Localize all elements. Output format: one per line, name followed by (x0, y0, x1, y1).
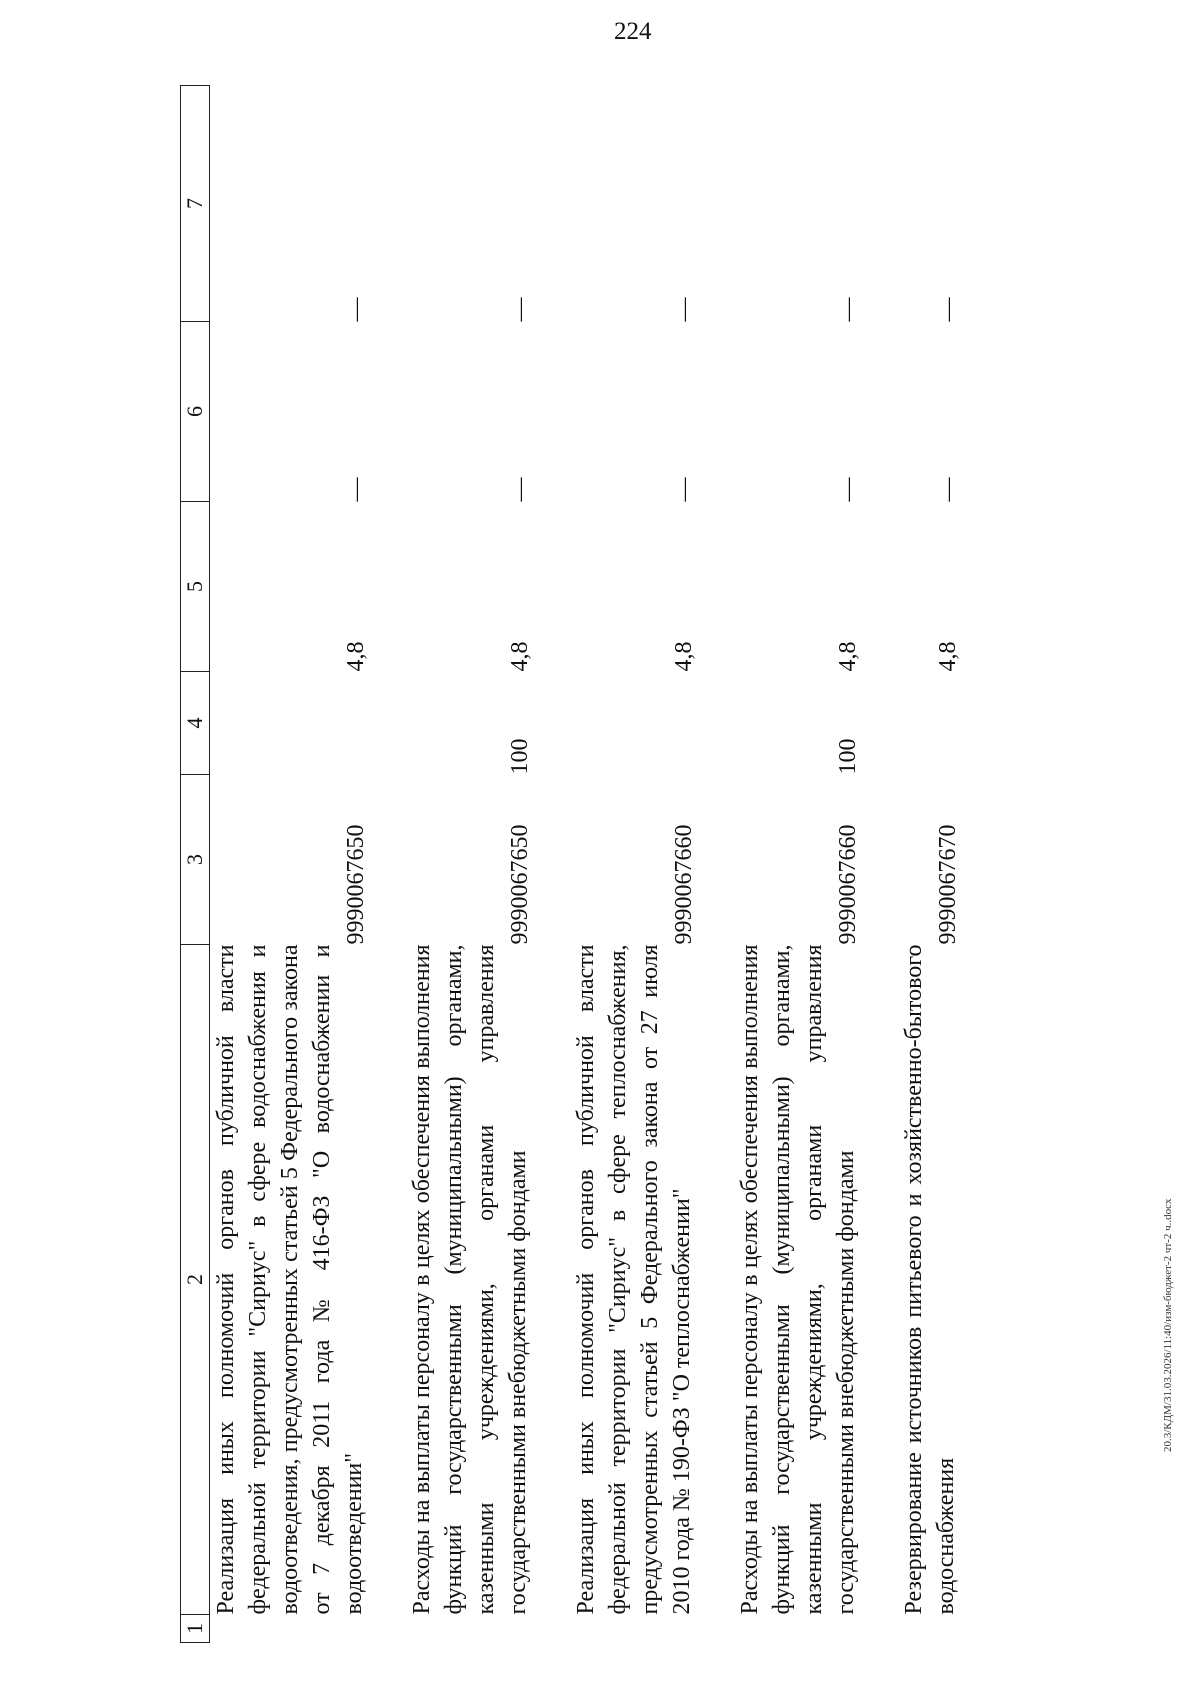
budget-table (180, 85, 962, 1643)
row-col6-dash: — (671, 477, 697, 502)
row-amount: 4,8 (835, 641, 861, 672)
row-col7-dash: — (343, 297, 369, 322)
column-header-3: 3 (181, 775, 210, 945)
column-header-2: 2 (181, 945, 210, 1615)
row-code: 9990067650 (507, 824, 533, 945)
row-col6-dash: — (507, 477, 533, 502)
column-header-4: 4 (181, 672, 210, 775)
row-amount: 4,8 (343, 641, 369, 672)
row-code: 9990067670 (935, 824, 961, 945)
row-description: Реализация иных полномочий органов публичной власти федеральной территории "Сириус" в сфере водоснабжения и водоотведения, предусмотренных статьей 5 Федерального закона от 7 декабря 2011 года № 416-ФЗ "О водоснабжении и водоотведении" (213, 944, 367, 1615)
column-header-1: 1 (181, 1615, 210, 1643)
row-amount: 4,8 (935, 641, 961, 672)
row-expense-type: 100 (835, 738, 861, 775)
column-header-7: 7 (181, 86, 210, 322)
table-row (898, 86, 962, 1643)
document-footer-reference: 20.3/КДМ/31.03.2026/11:40/изм-бюджет-2 чт-2 ч..docx (1162, 1198, 1174, 1452)
row-description: Расходы на выплаты персоналу в целях обеспечения выполнения функций государственными (муниципальными) органами, казенными учреждениями, органами управления государственными внебюджетными фондами (737, 944, 859, 1615)
table-row (406, 86, 534, 1643)
table-row (734, 86, 862, 1643)
row-description: Резервирование источников питьевого и хозяйственно-бытового водоснабжения (901, 944, 959, 1615)
column-header-6: 6 (181, 322, 210, 502)
rotated-table-frame (180, 86, 1140, 1643)
table-row (570, 86, 698, 1643)
row-expense-type (570, 672, 698, 775)
page-number: 224 (614, 18, 652, 45)
row-expense-type (210, 672, 371, 775)
row-col6-dash: — (835, 477, 861, 502)
row-code: 9990067650 (343, 824, 369, 945)
table-row (210, 86, 371, 1643)
row-expense-type (898, 672, 962, 775)
row-col7-dash: — (935, 297, 961, 322)
row-expense-type: 100 (507, 738, 533, 775)
row-code: 9990067660 (671, 824, 697, 945)
row-col7-dash: — (507, 297, 533, 322)
row-amount: 4,8 (507, 641, 533, 672)
row-amount: 4,8 (671, 641, 697, 672)
row-description: Расходы на выплаты персоналу в целях обеспечения выполнения функций государственными (муниципальными) органами, казенными учреждениями, органами управления государственными внебюджетными фондами (409, 944, 531, 1615)
row-description: Реализация иных полномочий органов публичной власти федеральной территории "Сириус" в сфере теплоснабжения, предусмотренных статьей 5 Федерального закона от 27 июля 2010 года № 190-ФЗ "О теплоснабжении" (573, 944, 695, 1615)
row-col6-dash: — (343, 477, 369, 502)
row-code: 9990067660 (835, 824, 861, 945)
row-col7-dash: — (835, 297, 861, 322)
column-header-5: 5 (181, 502, 210, 672)
row-col7-dash: — (671, 297, 697, 322)
table-header-row (181, 86, 210, 1643)
row-col6-dash: — (935, 477, 961, 502)
